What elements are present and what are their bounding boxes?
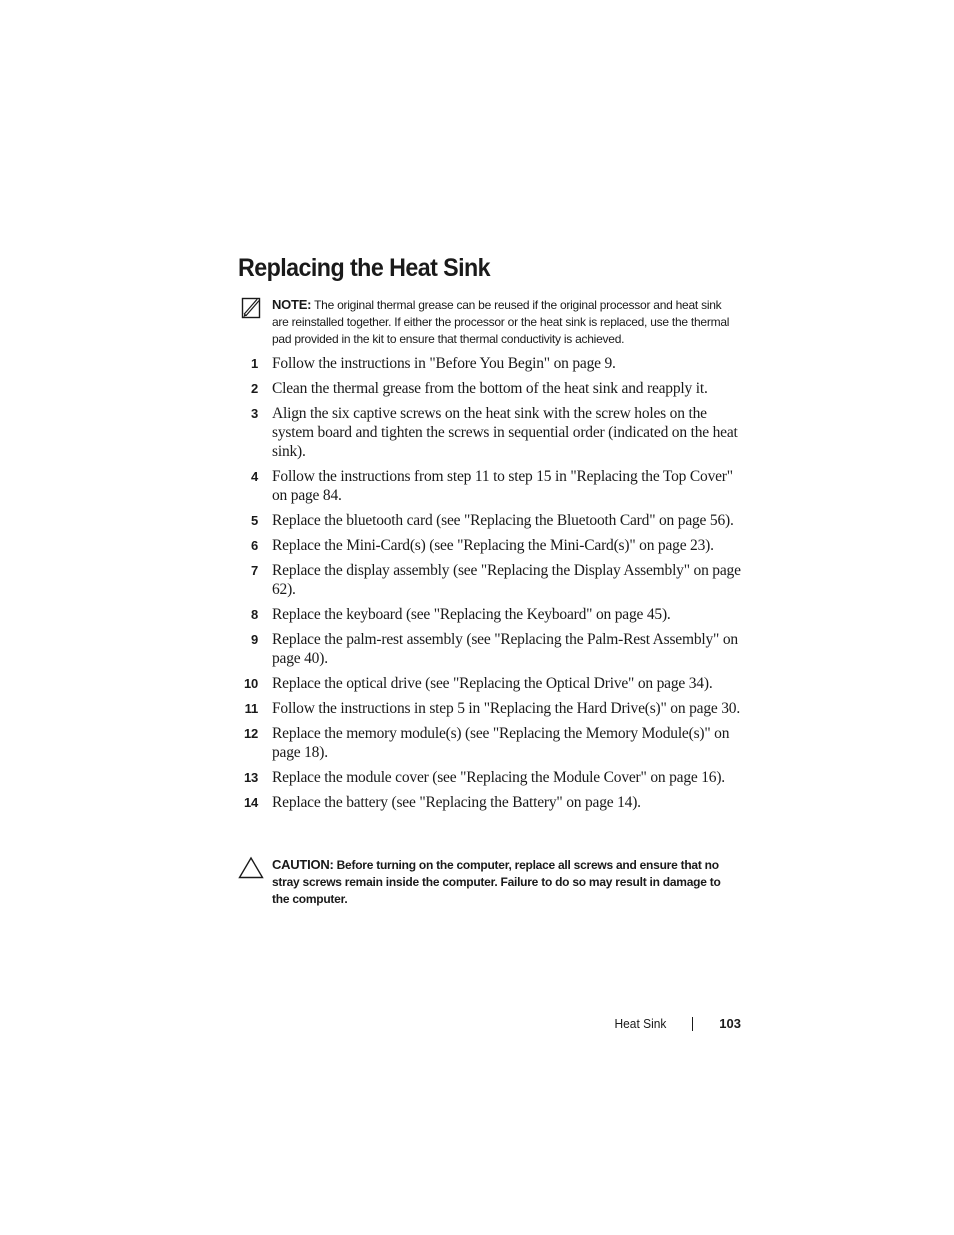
caution-callout xyxy=(238,856,738,908)
step-number: 12 xyxy=(243,726,258,741)
step-item xyxy=(238,699,748,718)
step-number: 2 xyxy=(250,381,258,396)
step-text: Replace the bluetooth card (see "Replacing the Bluetooth Card" on page 56). xyxy=(272,512,734,529)
pencil-note-icon xyxy=(238,296,264,320)
step-number: 13 xyxy=(243,770,258,785)
step-item xyxy=(238,674,748,693)
step-text: Replace the battery (see "Replacing the Battery" on page 14). xyxy=(272,794,641,811)
step-item xyxy=(238,793,748,812)
step-text: Align the six captive screws on the heat sink with the screw holes on the system board and tighten the screws in sequential order (indicated on the heat sink). xyxy=(272,405,738,460)
note-text xyxy=(272,296,738,348)
step-item xyxy=(238,511,748,530)
step-number: 14 xyxy=(243,795,258,810)
footer-section-title: Heat Sink xyxy=(614,1016,666,1031)
step-number: 4 xyxy=(250,469,258,484)
step-item xyxy=(238,536,748,555)
step-number: 5 xyxy=(250,513,258,528)
step-text: Follow the instructions in "Before You Begin" on page 9. xyxy=(272,355,616,372)
step-number: 8 xyxy=(250,607,258,622)
caution-triangle-icon xyxy=(238,856,264,880)
step-number: 11 xyxy=(244,701,258,716)
step-number: 1 xyxy=(250,356,258,371)
step-text: Follow the instructions from step 11 to step 15 in "Replacing the Top Cover" on page 84. xyxy=(272,468,733,504)
step-item xyxy=(238,724,748,762)
step-text: Replace the memory module(s) (see "Replacing the Memory Module(s)" on page 18). xyxy=(272,725,730,761)
footer-divider xyxy=(692,1017,693,1031)
caution-text xyxy=(272,856,738,908)
step-number: 3 xyxy=(250,406,258,421)
step-text: Replace the Mini-Card(s) (see "Replacing the Mini-Card(s)" on page 23). xyxy=(272,537,714,554)
caution-label: CAUTION: xyxy=(272,857,334,872)
step-item xyxy=(238,404,748,461)
step-item xyxy=(238,561,748,599)
step-item xyxy=(238,467,748,505)
step-number: 7 xyxy=(250,563,258,578)
step-text: Replace the palm-rest assembly (see "Replacing the Palm-Rest Assembly" on page 40). xyxy=(272,631,738,667)
step-text: Replace the display assembly (see "Replacing the Display Assembly" on page 62). xyxy=(272,562,741,598)
caution-body: Before turning on the computer, replace all screws and ensure that no stray screws remain inside the computer. Failure to do so may result in damage to the computer. xyxy=(272,858,721,906)
step-text: Replace the optical drive (see "Replacing the Optical Drive" on page 34). xyxy=(272,675,713,692)
step-number: 10 xyxy=(243,676,258,691)
footer-page-number: 103 xyxy=(719,1016,741,1031)
step-item xyxy=(238,630,748,668)
step-item xyxy=(238,768,748,787)
steps-list xyxy=(238,354,748,818)
step-text: Follow the instructions in step 5 in "Replacing the Hard Drive(s)" on page 30. xyxy=(272,700,740,717)
page-title: Replacing the Heat Sink xyxy=(238,254,491,282)
step-item xyxy=(238,354,748,373)
step-item xyxy=(238,605,748,624)
note-callout xyxy=(238,296,738,348)
step-number: 9 xyxy=(250,632,258,647)
step-item xyxy=(238,379,748,398)
step-text: Clean the thermal grease from the bottom of the heat sink and reapply it. xyxy=(272,380,708,397)
step-number: 6 xyxy=(250,538,258,553)
note-label: NOTE: xyxy=(272,297,312,312)
note-body: The original thermal grease can be reused if the original processor and heat sink are reinstalled together. If either the processor or the heat sink is replaced, use the thermal pad provided in the kit to ensure that thermal conductivity is achieved. xyxy=(272,298,730,346)
step-text: Replace the module cover (see "Replacing the Module Cover" on page 16). xyxy=(272,769,725,786)
step-text: Replace the keyboard (see "Replacing the Keyboard" on page 45). xyxy=(272,606,671,623)
